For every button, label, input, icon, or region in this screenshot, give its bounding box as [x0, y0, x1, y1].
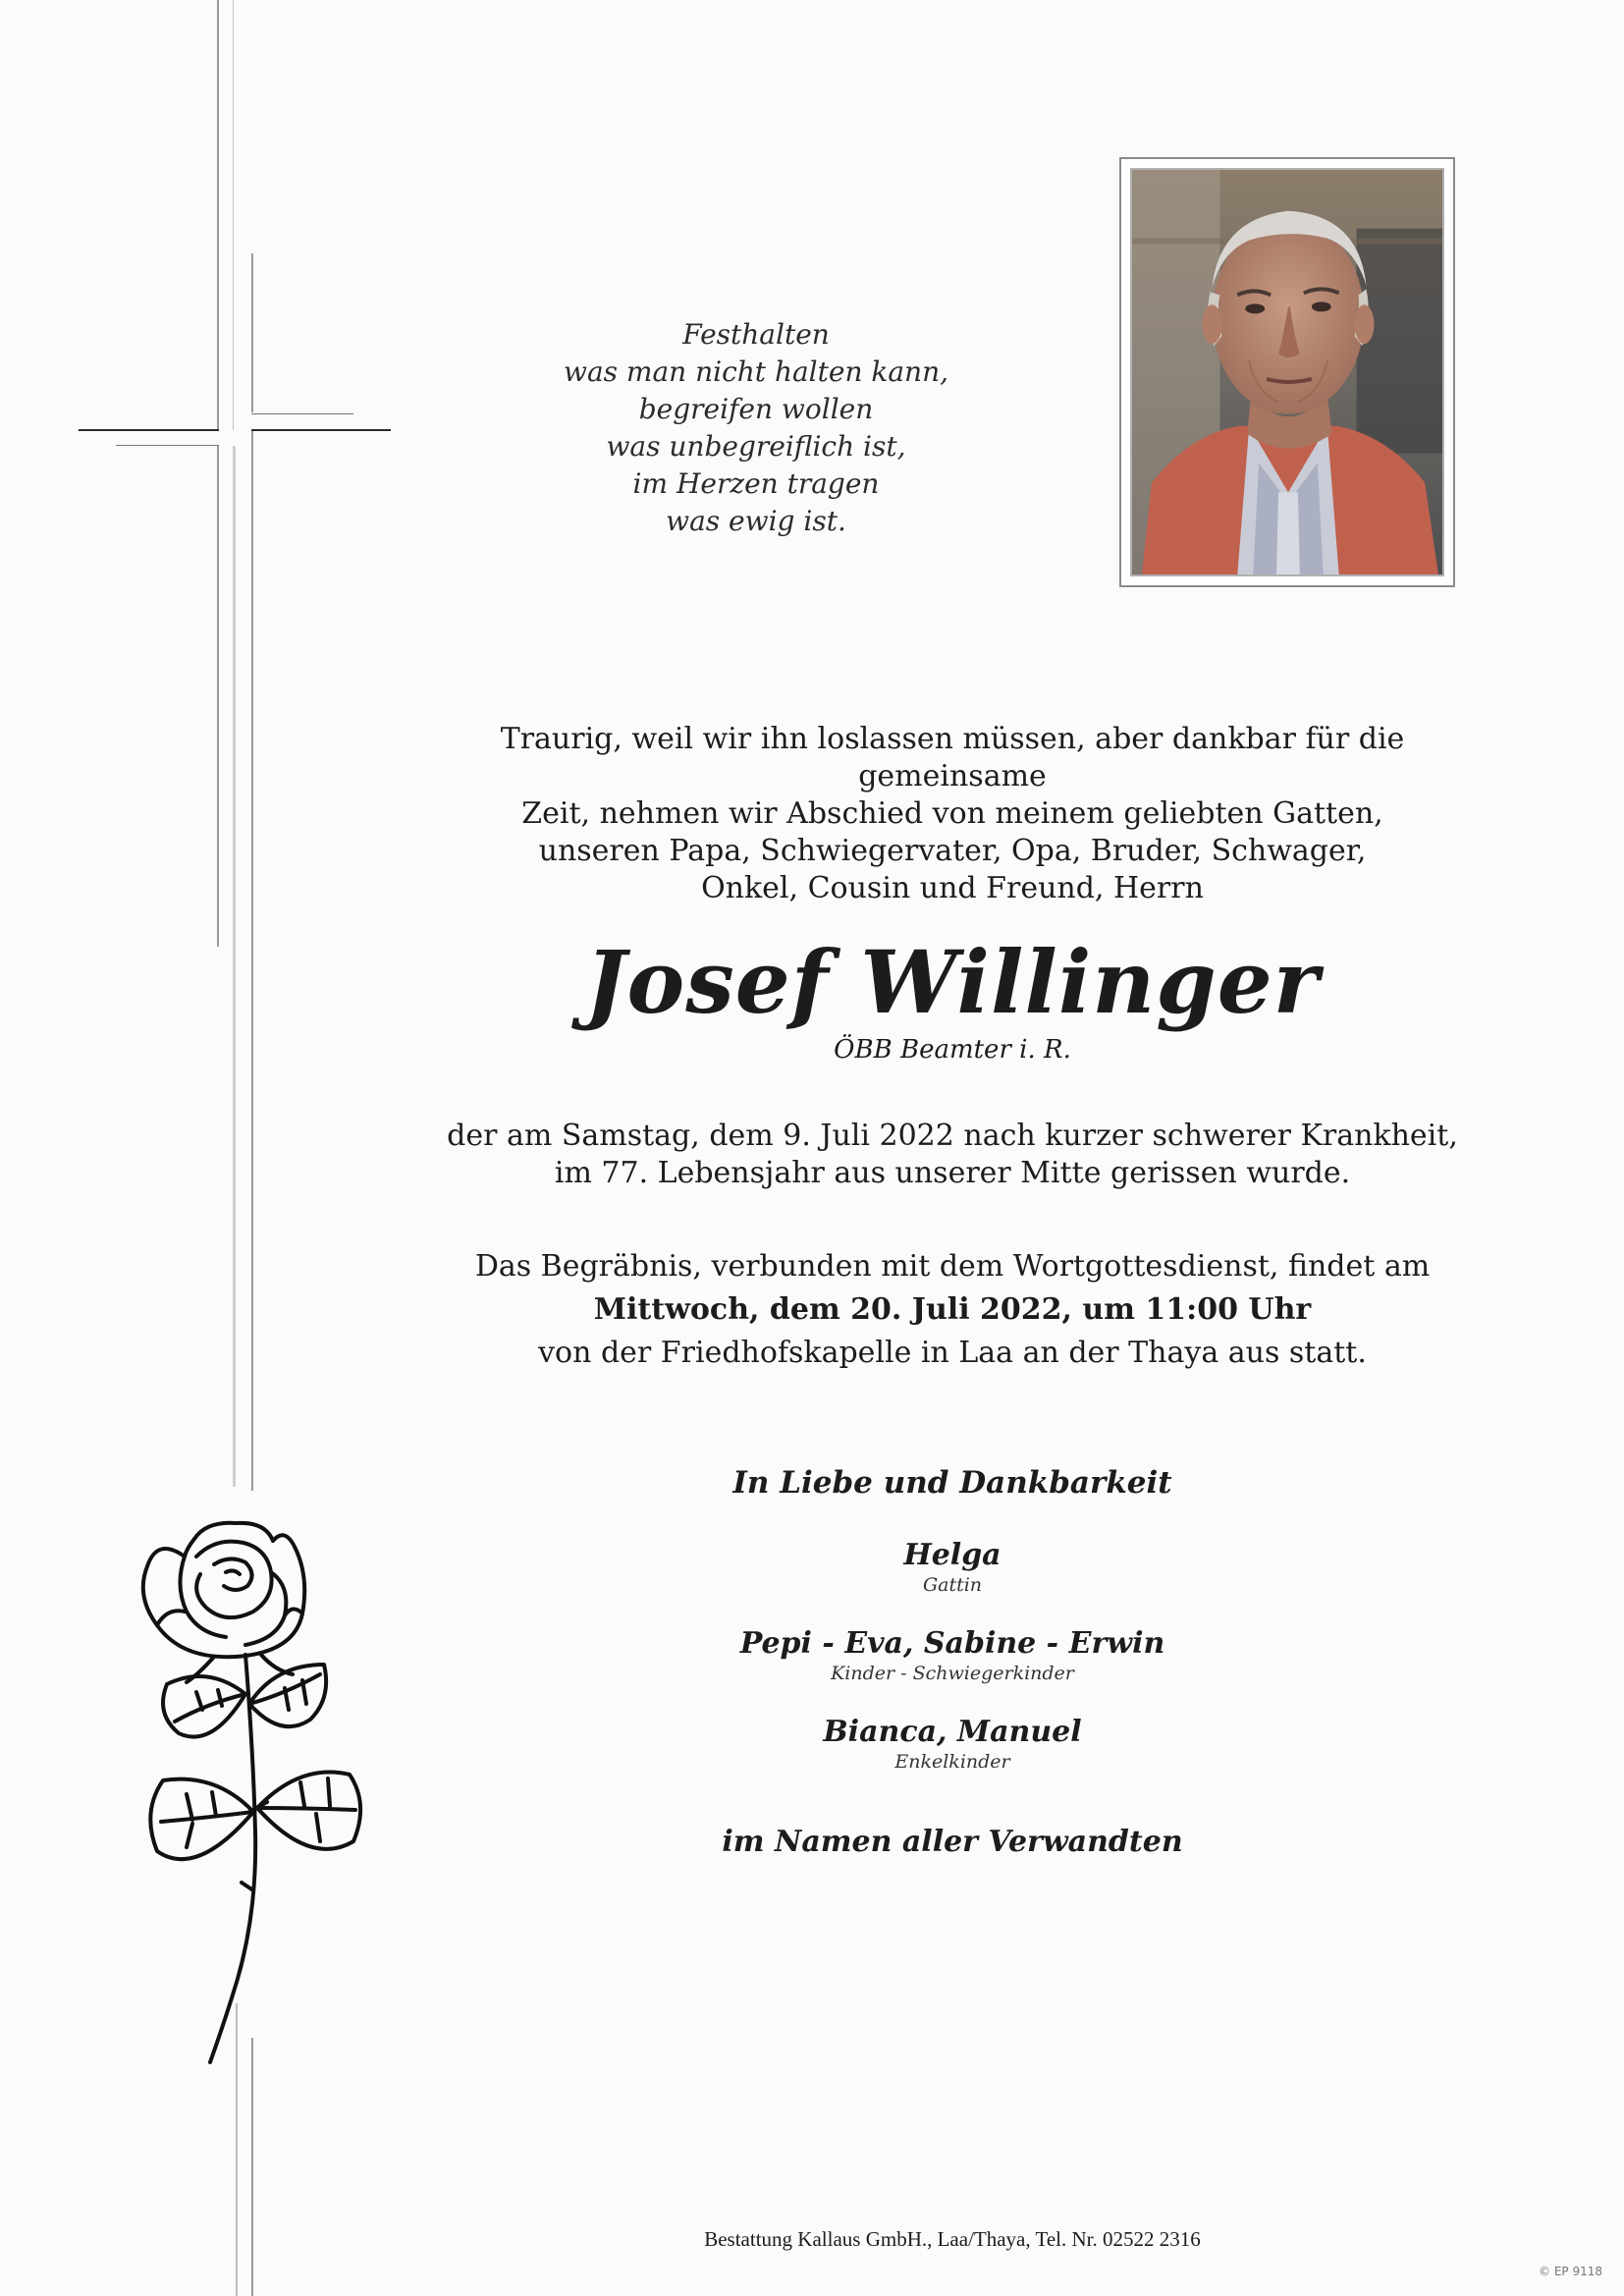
- cross-bar-right-upper: [251, 413, 353, 414]
- funeral-location: von der Friedhofskapelle in Laa an der Thaya aus statt.: [538, 1336, 1367, 1370]
- poem-line: was man nicht halten kann,: [563, 355, 949, 388]
- cross-line-left-thin: [233, 0, 234, 430]
- print-code: © EP 9118: [1539, 2265, 1602, 2278]
- poem-line: im Herzen tragen: [632, 467, 880, 500]
- portrait-photo: [1130, 168, 1444, 576]
- intro-line: Traurig, weil wir ihn loslassen müssen, aber dankbar für die gemeinsame: [500, 722, 1405, 793]
- intro-line: Zeit, nehmen wir Abschied von meinem geliebten Gatten,: [521, 796, 1383, 831]
- poem-line: was ewig ist.: [666, 505, 846, 537]
- funeral-info: [432, 1245, 1473, 1375]
- mourner-names: Pepi - Eva, Sabine - Erwin: [739, 1626, 1165, 1661]
- cross-bar-left-lower: [116, 445, 219, 446]
- mourner-relation: Enkelkinder: [894, 1751, 1010, 1773]
- mourner-names: Helga: [903, 1538, 1001, 1572]
- funeral-line: Das Begräbnis, verbunden mit dem Wortgottesdienst, findet am: [474, 1249, 1431, 1284]
- intro-text: [432, 721, 1473, 907]
- death-line: der am Samstag, dem 9. Juli 2022 nach kurzer schwerer Krankheit,: [447, 1119, 1458, 1153]
- cross-line-left-upper: [217, 0, 219, 430]
- poem-line: begreifen wollen: [638, 393, 874, 425]
- cross-line-left-lower: [217, 446, 219, 947]
- intro-line: unseren Papa, Schwiegervater, Opa, Bruder, Schwager,: [538, 834, 1367, 868]
- cross-bar-right: [251, 429, 391, 431]
- cross-bar-left: [79, 429, 219, 431]
- deceased-name: Josef Willinger: [584, 931, 1321, 1033]
- undertaker-footer: Bestattung Kallaus GmbH., Laa/Thaya, Tel. Nr. 02522 2316: [704, 2227, 1201, 2251]
- cross-line-right-lower: [251, 430, 253, 1491]
- portrait-photo-illustration: [1132, 170, 1442, 574]
- death-line: im 77. Lebensjahr aus unserer Mitte gerissen wurde.: [554, 1156, 1351, 1190]
- mourners-heading: In Liebe und Dankbarkeit: [732, 1465, 1172, 1501]
- cross-line-left-long: [233, 446, 236, 1487]
- rose-icon: [128, 1517, 393, 2067]
- mourners-section: [628, 1463, 1276, 1860]
- mourner-relation: Gattin: [922, 1574, 983, 1596]
- mourner-relation: Kinder - Schwiegerkinder: [831, 1663, 1074, 1684]
- mourners-closing: im Namen aller Verwandten: [722, 1825, 1183, 1859]
- mourner-names: Bianca, Manuel: [823, 1715, 1082, 1749]
- cross-line-bottom-2: [251, 2038, 253, 2296]
- poem-line: Festhalten: [682, 318, 830, 351]
- cross-line-right-upper: [251, 253, 253, 412]
- poem-line: was unbegreiflich ist,: [606, 430, 906, 463]
- deceased-occupation: ÖBB Beamter i. R.: [834, 1035, 1071, 1065]
- portrait-photo-frame: [1119, 157, 1455, 587]
- poem: [550, 316, 962, 540]
- death-notice: [432, 1118, 1473, 1192]
- intro-line: Onkel, Cousin und Freund, Herrn: [701, 871, 1204, 905]
- funeral-date-time: Mittwoch, dem 20. Juli 2022, um 11:00 Uhr: [593, 1292, 1312, 1327]
